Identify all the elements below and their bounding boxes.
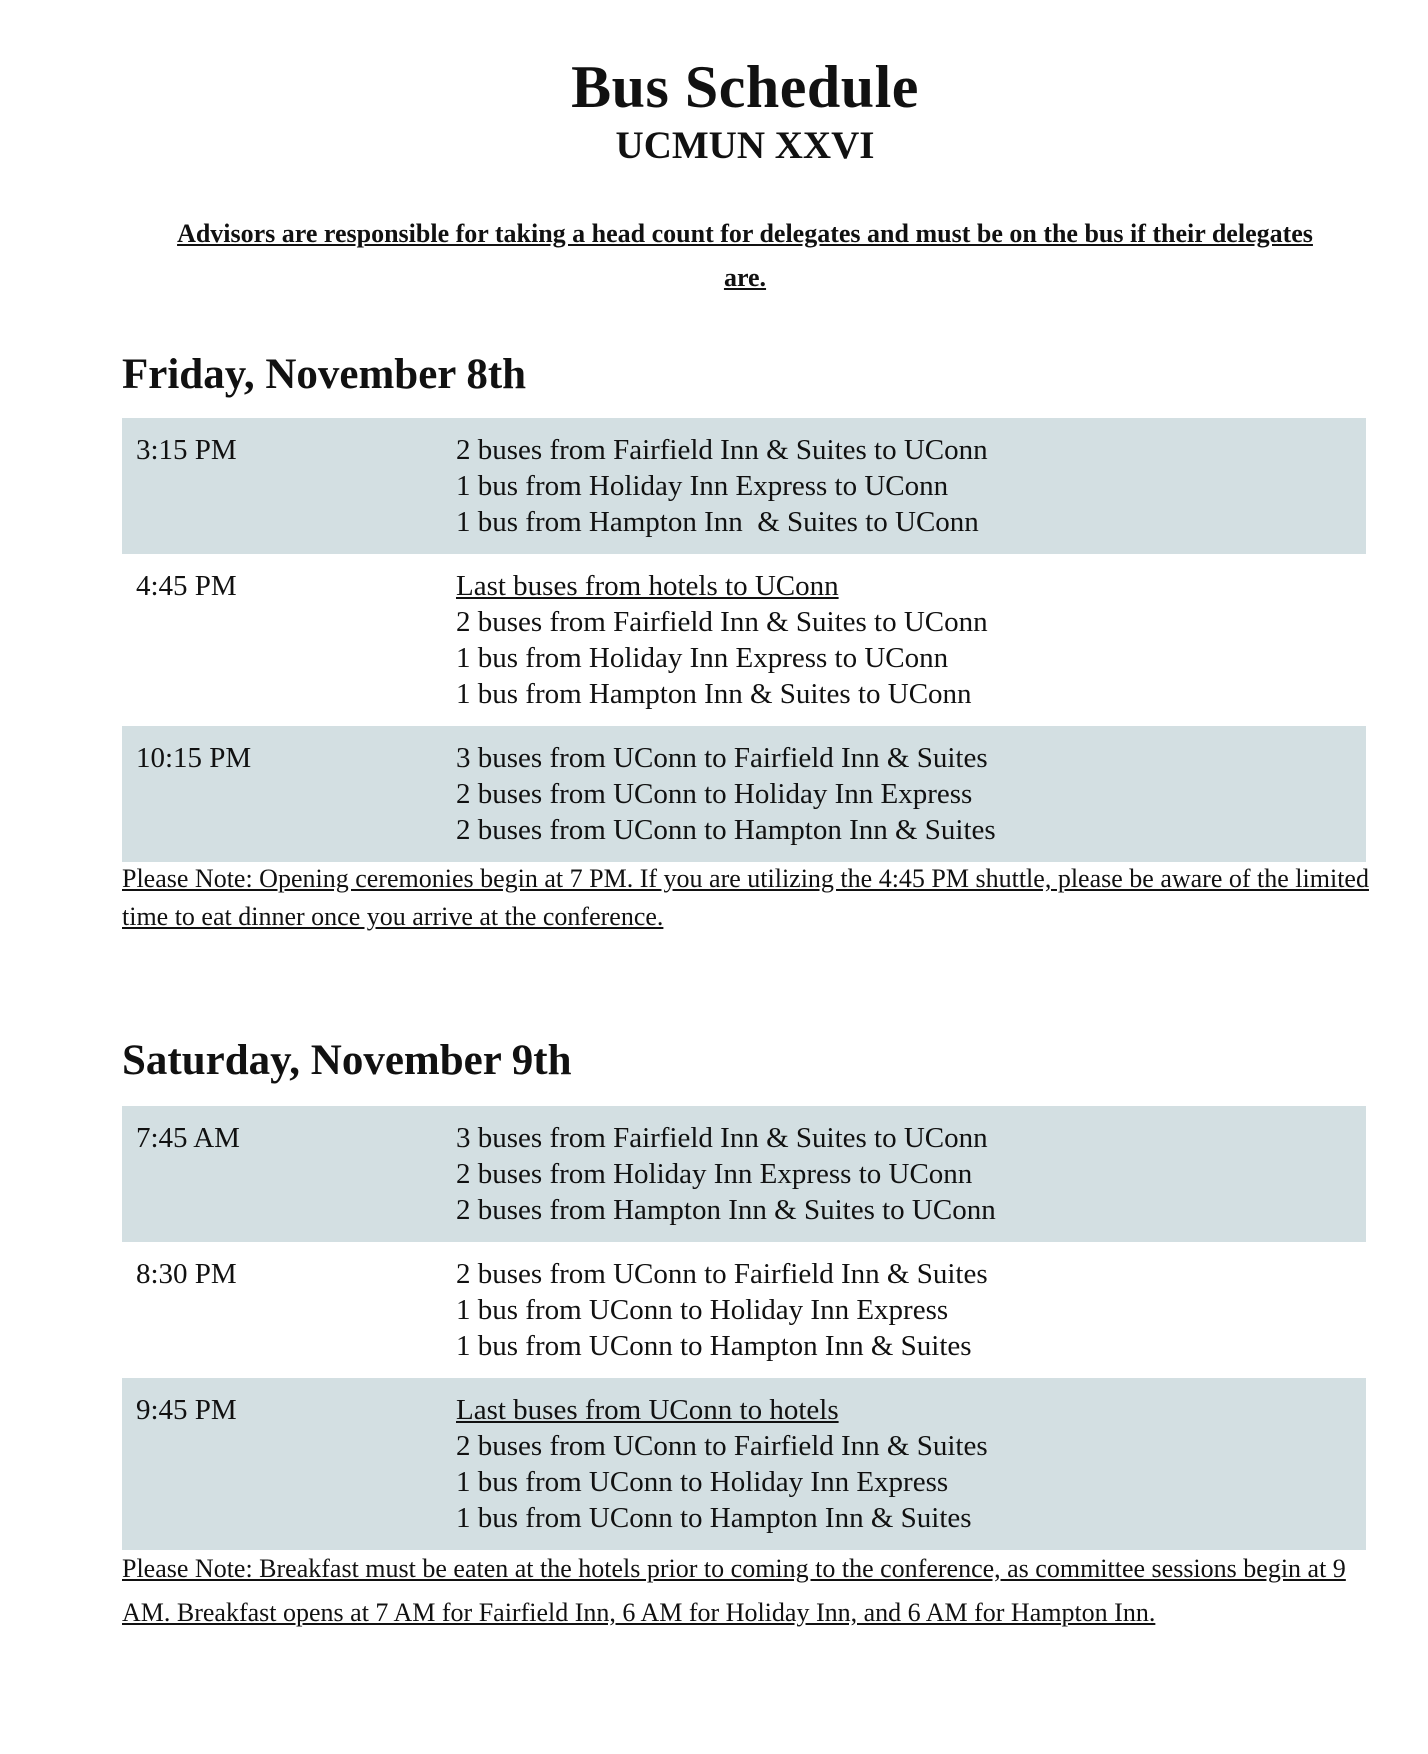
schedule-row <box>122 1106 1366 1242</box>
departure-time: 8:30 PM <box>136 1258 237 1290</box>
day-heading-saturday: Saturday, November 9th <box>122 1037 572 1084</box>
trip-line: 1 bus from UConn to Holiday Inn Express <box>456 1466 949 1498</box>
departure-time: 9:45 PM <box>122 1378 456 1550</box>
advisory-notice: Advisors are responsible for taking a head count for delegates and must be on the bus if their delegates are. <box>177 219 1313 292</box>
trip-line: 1 bus from Holiday Inn Express to UConn <box>456 642 949 674</box>
departure-time: 4:45 PM <box>136 570 237 602</box>
departure-time: 3:15 PM <box>122 418 456 554</box>
trip-list <box>456 726 1366 862</box>
schedule-table-saturday <box>122 1106 1366 1550</box>
schedule-row <box>122 418 1366 554</box>
trip-line: 1 bus from Hampton Inn & Suites to UConn <box>456 506 979 538</box>
trip-line: 1 bus from Holiday Inn Express to UConn <box>456 470 949 502</box>
schedule-table-friday <box>122 418 1366 862</box>
schedule-row <box>122 726 1366 862</box>
day-heading-friday: Friday, November 8th <box>122 351 527 398</box>
trip-list <box>456 1106 1366 1242</box>
trip-line: 2 buses from Fairfield Inn & Suites to UConn <box>456 606 988 638</box>
trip-line: 2 buses from Fairfield Inn & Suites to UConn <box>456 434 988 466</box>
trip-list <box>456 554 1366 726</box>
page-title: Bus Schedule <box>571 54 919 120</box>
trip-line: 1 bus from UConn to Hampton Inn & Suites <box>456 1502 972 1534</box>
trip-line: 2 buses from Hampton Inn & Suites to UConn <box>456 1194 996 1226</box>
trip-line: 1 bus from UConn to Holiday Inn Express <box>456 1294 949 1326</box>
trip-line: 3 buses from Fairfield Inn & Suites to UConn <box>456 1122 988 1154</box>
schedule-row <box>122 1242 1366 1378</box>
trip-line: 2 buses from UConn to Holiday Inn Express <box>456 778 973 810</box>
trip-list <box>456 1378 1366 1550</box>
schedule-row <box>122 554 1366 726</box>
trip-list <box>456 1242 1366 1378</box>
trip-group-heading: Last buses from hotels to UConn <box>456 570 839 602</box>
trip-group-heading: Last buses from UConn to hotels <box>456 1394 839 1426</box>
departure-time: 10:15 PM <box>122 726 456 862</box>
schedule-row <box>122 1378 1366 1550</box>
trip-list <box>456 418 1366 554</box>
page-subtitle: UCMUN XXVI <box>615 124 875 167</box>
departure-time: 7:45 AM <box>122 1106 456 1242</box>
trip-line: 2 buses from UConn to Fairfield Inn & Suites <box>456 1258 988 1290</box>
trip-line: 2 buses from Holiday Inn Express to UConn <box>456 1158 973 1190</box>
note-saturday: Please Note: Breakfast must be eaten at the hotels prior to coming to the conference, as committee sessions begin at 9 AM. Breakfast opens at 7 AM for Fairfield Inn, 6 AM for Holiday Inn, and 6 AM for Hampton Inn. <box>122 1554 1346 1627</box>
note-friday: Please Note: Opening ceremonies begin at 7 PM. If you are utilizing the 4:45 PM shuttle, please be aware of the limited time to eat dinner once you arrive at the conference. <box>122 864 1369 931</box>
trip-line: 1 bus from Hampton Inn & Suites to UConn <box>456 678 972 710</box>
trip-line: 3 buses from UConn to Fairfield Inn & Suites <box>456 742 988 774</box>
trip-line: 1 bus from UConn to Hampton Inn & Suites <box>456 1330 972 1362</box>
trip-line: 2 buses from UConn to Fairfield Inn & Suites <box>456 1430 988 1462</box>
trip-line: 2 buses from UConn to Hampton Inn & Suites <box>456 814 996 846</box>
